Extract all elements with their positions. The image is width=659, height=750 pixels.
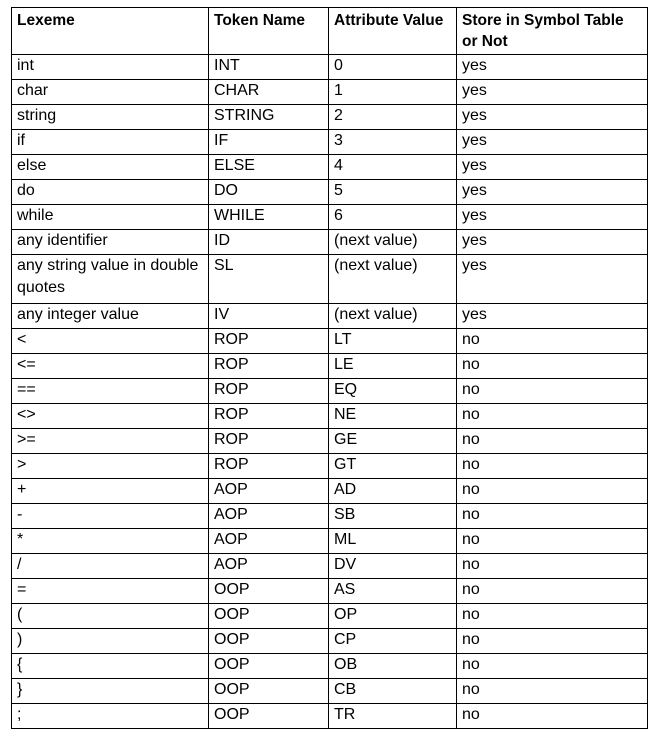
cell-token-name: ROP <box>209 404 329 429</box>
cell-token-name: INT <box>209 55 329 80</box>
cell-attribute-value: 5 <box>329 180 457 205</box>
cell-attribute-value: 6 <box>329 205 457 230</box>
cell-token-name: AOP <box>209 554 329 579</box>
cell-attribute-value: 3 <box>329 130 457 155</box>
cell-store: yes <box>457 304 648 329</box>
cell-lexeme: < <box>12 329 209 354</box>
cell-store: no <box>457 629 648 654</box>
cell-token-name: SL <box>209 255 329 304</box>
cell-store: yes <box>457 155 648 180</box>
cell-lexeme: <> <box>12 404 209 429</box>
cell-attribute-value: (next value) <box>329 304 457 329</box>
cell-token-name: AOP <box>209 504 329 529</box>
cell-lexeme: { <box>12 654 209 679</box>
cell-store: no <box>457 354 648 379</box>
cell-attribute-value: 0 <box>329 55 457 80</box>
cell-token-name: OOP <box>209 579 329 604</box>
cell-lexeme: while <box>12 205 209 230</box>
cell-store: no <box>457 454 648 479</box>
cell-token-name: STRING <box>209 105 329 130</box>
cell-store: no <box>457 529 648 554</box>
table-row <box>12 504 648 529</box>
cell-token-name: ROP <box>209 429 329 454</box>
cell-lexeme: > <box>12 454 209 479</box>
cell-store: yes <box>457 55 648 80</box>
cell-store: no <box>457 604 648 629</box>
table-row <box>12 554 648 579</box>
cell-attribute-value: EQ <box>329 379 457 404</box>
cell-lexeme: if <box>12 130 209 155</box>
cell-store: yes <box>457 255 648 304</box>
table-row <box>12 429 648 454</box>
cell-token-name: OOP <box>209 679 329 704</box>
cell-token-name: AOP <box>209 479 329 504</box>
header-token-name: Token Name <box>209 8 329 55</box>
cell-token-name: OOP <box>209 604 329 629</box>
table-row <box>12 654 648 679</box>
cell-lexeme: = <box>12 579 209 604</box>
cell-token-name: IF <box>209 130 329 155</box>
cell-lexeme: } <box>12 679 209 704</box>
cell-store: yes <box>457 80 648 105</box>
table-row <box>12 180 648 205</box>
cell-store: no <box>457 429 648 454</box>
cell-token-name: DO <box>209 180 329 205</box>
header-attribute-value: Attribute Value <box>329 8 457 55</box>
cell-token-name: OOP <box>209 654 329 679</box>
cell-store: no <box>457 329 648 354</box>
cell-token-name: OOP <box>209 629 329 654</box>
cell-attribute-value: AS <box>329 579 457 604</box>
cell-store: no <box>457 704 648 729</box>
cell-attribute-value: (next value) <box>329 255 457 304</box>
cell-lexeme: ) <box>12 629 209 654</box>
table-row <box>12 479 648 504</box>
cell-token-name: ID <box>209 230 329 255</box>
cell-lexeme: * <box>12 529 209 554</box>
cell-attribute-value: CB <box>329 679 457 704</box>
table-row <box>12 230 648 255</box>
cell-token-name: AOP <box>209 529 329 554</box>
table-row <box>12 329 648 354</box>
cell-token-name: WHILE <box>209 205 329 230</box>
cell-lexeme: + <box>12 479 209 504</box>
table-row <box>12 529 648 554</box>
token-table <box>11 7 648 729</box>
cell-attribute-value: 1 <box>329 80 457 105</box>
table-row <box>12 130 648 155</box>
cell-attribute-value: 2 <box>329 105 457 130</box>
table-row <box>12 205 648 230</box>
cell-lexeme: ( <box>12 604 209 629</box>
header-store-in-symbol-table: Store in Symbol Table or Not <box>457 8 648 55</box>
cell-attribute-value: CP <box>329 629 457 654</box>
cell-attribute-value: ML <box>329 529 457 554</box>
table-row <box>12 105 648 130</box>
cell-lexeme: int <box>12 55 209 80</box>
cell-token-name: ROP <box>209 329 329 354</box>
table-row <box>12 704 648 729</box>
table-row <box>12 679 648 704</box>
cell-attribute-value: DV <box>329 554 457 579</box>
cell-lexeme: >= <box>12 429 209 454</box>
cell-store: no <box>457 379 648 404</box>
table-row <box>12 604 648 629</box>
cell-store: yes <box>457 180 648 205</box>
table-row <box>12 354 648 379</box>
cell-attribute-value: LT <box>329 329 457 354</box>
cell-lexeme: any identifier <box>12 230 209 255</box>
cell-lexeme: any string value in double quotes <box>12 255 209 304</box>
cell-token-name: ROP <box>209 379 329 404</box>
cell-store: no <box>457 579 648 604</box>
cell-token-name: ROP <box>209 454 329 479</box>
cell-attribute-value: TR <box>329 704 457 729</box>
table-row <box>12 155 648 180</box>
cell-store: no <box>457 554 648 579</box>
table-row <box>12 404 648 429</box>
cell-token-name: ELSE <box>209 155 329 180</box>
cell-lexeme: <= <box>12 354 209 379</box>
cell-store: no <box>457 404 648 429</box>
cell-attribute-value: GE <box>329 429 457 454</box>
table-row <box>12 579 648 604</box>
cell-lexeme: do <box>12 180 209 205</box>
cell-store: yes <box>457 130 648 155</box>
cell-token-name: CHAR <box>209 80 329 105</box>
cell-attribute-value: NE <box>329 404 457 429</box>
cell-lexeme: any integer value <box>12 304 209 329</box>
table-row <box>12 55 648 80</box>
table-row <box>12 454 648 479</box>
cell-attribute-value: OP <box>329 604 457 629</box>
cell-attribute-value: GT <box>329 454 457 479</box>
cell-lexeme: ; <box>12 704 209 729</box>
table-row <box>12 629 648 654</box>
cell-lexeme: char <box>12 80 209 105</box>
cell-store: no <box>457 504 648 529</box>
header-lexeme: Lexeme <box>12 8 209 55</box>
cell-attribute-value: (next value) <box>329 230 457 255</box>
table-row <box>12 80 648 105</box>
table-row <box>12 304 648 329</box>
cell-lexeme: / <box>12 554 209 579</box>
cell-attribute-value: 4 <box>329 155 457 180</box>
cell-attribute-value: SB <box>329 504 457 529</box>
table-body <box>12 55 648 729</box>
cell-lexeme: string <box>12 105 209 130</box>
cell-store: yes <box>457 230 648 255</box>
table-row <box>12 255 648 304</box>
cell-store: no <box>457 679 648 704</box>
cell-store: yes <box>457 205 648 230</box>
table-row <box>12 379 648 404</box>
cell-store: no <box>457 479 648 504</box>
cell-store: no <box>457 654 648 679</box>
cell-attribute-value: OB <box>329 654 457 679</box>
cell-token-name: ROP <box>209 354 329 379</box>
cell-token-name: OOP <box>209 704 329 729</box>
cell-lexeme: == <box>12 379 209 404</box>
cell-token-name: IV <box>209 304 329 329</box>
cell-attribute-value: LE <box>329 354 457 379</box>
cell-lexeme: else <box>12 155 209 180</box>
cell-lexeme: - <box>12 504 209 529</box>
table-header-row <box>12 8 648 55</box>
cell-store: yes <box>457 105 648 130</box>
cell-attribute-value: AD <box>329 479 457 504</box>
